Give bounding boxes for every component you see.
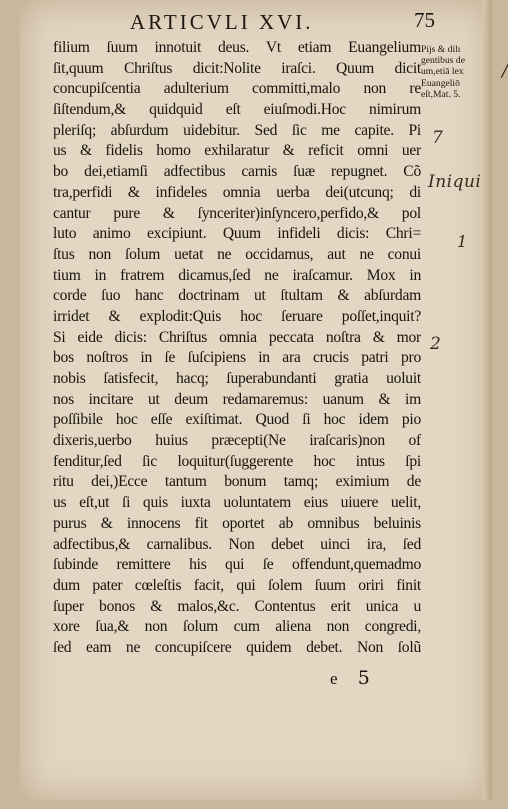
text-line: us eſt,ut ſi quis iuxta uoluntatem eius uiuere uelit, — [53, 494, 421, 512]
signature-letter: e — [330, 669, 338, 688]
book-page — [20, 0, 508, 800]
handwritten-numeral-one: 1 — [457, 232, 468, 251]
text-line: pleriſq; abſurdum uidebitur. Sed ſic me capite. Pi — [53, 121, 421, 139]
text-line: ſed eam ne concupiſcere quidem debet. Non ſolũ — [53, 638, 421, 656]
marginal-line: Pijs & dilı — [421, 44, 461, 55]
page-edge — [482, 0, 492, 800]
text-line: cantur pure & ſynceriter)inſyncero,perfido,& pol — [53, 204, 421, 222]
text-line: us & fidelis homo exhilaratur & reficit omni uer — [53, 142, 421, 160]
text-line: corde ſuo hanc doctrinam ut ſtultam & abſurdam — [53, 287, 421, 305]
text-line: purus & innocens fit oportet ab omnibus beluinis — [53, 514, 421, 532]
text-line: ſit,quum Chriſtus dicit:Nolite iraſci. Quum dicit — [53, 59, 421, 77]
text-line: xore ſua,& non ſolum cum aliena non congredi, — [53, 618, 421, 636]
page-header — [130, 10, 470, 36]
signature-mark — [330, 667, 370, 689]
marginal-line: eſt,Mat. 5. — [421, 88, 461, 100]
text-line: poſſibile hoc eſſe exiſtimat. Quod ſi hoc idem pio — [53, 411, 421, 429]
text-line: ſtus non ſolum uetat ne occidamus, aut ne conui — [53, 245, 421, 263]
marginal-line: Euangeliō — [421, 77, 460, 89]
handwritten-numeral-seven: 7 — [432, 128, 443, 148]
text-line: ritu dei,)Ecce tantum bonum tamq; eximium de — [53, 473, 421, 491]
text-line: fenditur,ſed ſic loquitur(ſuggerente hoc intus ſpi — [53, 452, 421, 470]
handwritten-numeral-two: 2 — [430, 334, 441, 354]
text-line: tra,perfidi & infideles omnia uerba dei(utcunq; di — [53, 183, 421, 201]
marginal-line: um,etiā lex — [421, 66, 464, 78]
text-line: bos noſtros in ſe ſuſcipiens in ara crucis patri pro — [53, 349, 421, 367]
folio-number: 75 — [414, 8, 435, 32]
marginal-note — [421, 44, 493, 100]
text-line: irridet & explodit:Quis hoc ſeruare poſſet,inquit? — [53, 307, 421, 325]
signature-number: 5 — [357, 667, 370, 689]
text-line: ſiſtendum,& quidquid eſt eiuſmodi.Hoc nimirum — [53, 101, 421, 119]
text-line: filium ſuum innotuit deus. Vt etiam Euangelium — [53, 39, 421, 56]
running-head: ARTICVLI XVI. — [130, 10, 314, 34]
text-line: nobis ſatisfecit, hacq; ſuperabundanti gratia uoluit — [53, 370, 421, 387]
text-line: tium in fratrem dicamus,ſed ne iraſcamur. Mox in — [53, 266, 421, 284]
text-line: adfectibus,& carnalibus. Non debet uinci ira, ſed — [53, 535, 421, 553]
text-line: Si eide dicis: Chriſtus omnia peccata noſtra & mor — [53, 328, 421, 346]
handwritten-annotation: Iniqui — [428, 172, 482, 192]
text-line: bo dei,etiamſi adfectibus carnis ſuæ repugnet. Cõ — [53, 163, 421, 181]
body-text — [53, 38, 421, 659]
text-line: dixeris,uerbo huius præcepti(Ne iraſcaris)non of — [53, 432, 421, 450]
text-line: ſubinde remittere his qui ſe offendunt,quemadmo — [53, 556, 421, 574]
text-line: concupiſcentia adulterium committi,malo non re — [53, 80, 421, 98]
text-line: dum pater cœleſtis facit, qui ſolem ſuum oriri finit — [53, 576, 421, 594]
handwritten-slash: / — [502, 60, 508, 81]
text-line: ſuper bonos & malos,&c. Contentus erit unica u — [53, 597, 421, 615]
text-line: luto animo excipiunt. Quum infideli dicis: Chri= — [53, 225, 421, 243]
marginal-line: gentibus de — [421, 55, 465, 67]
text-line: nos incitare ut deum redamaremus: uanum & im — [53, 390, 421, 408]
